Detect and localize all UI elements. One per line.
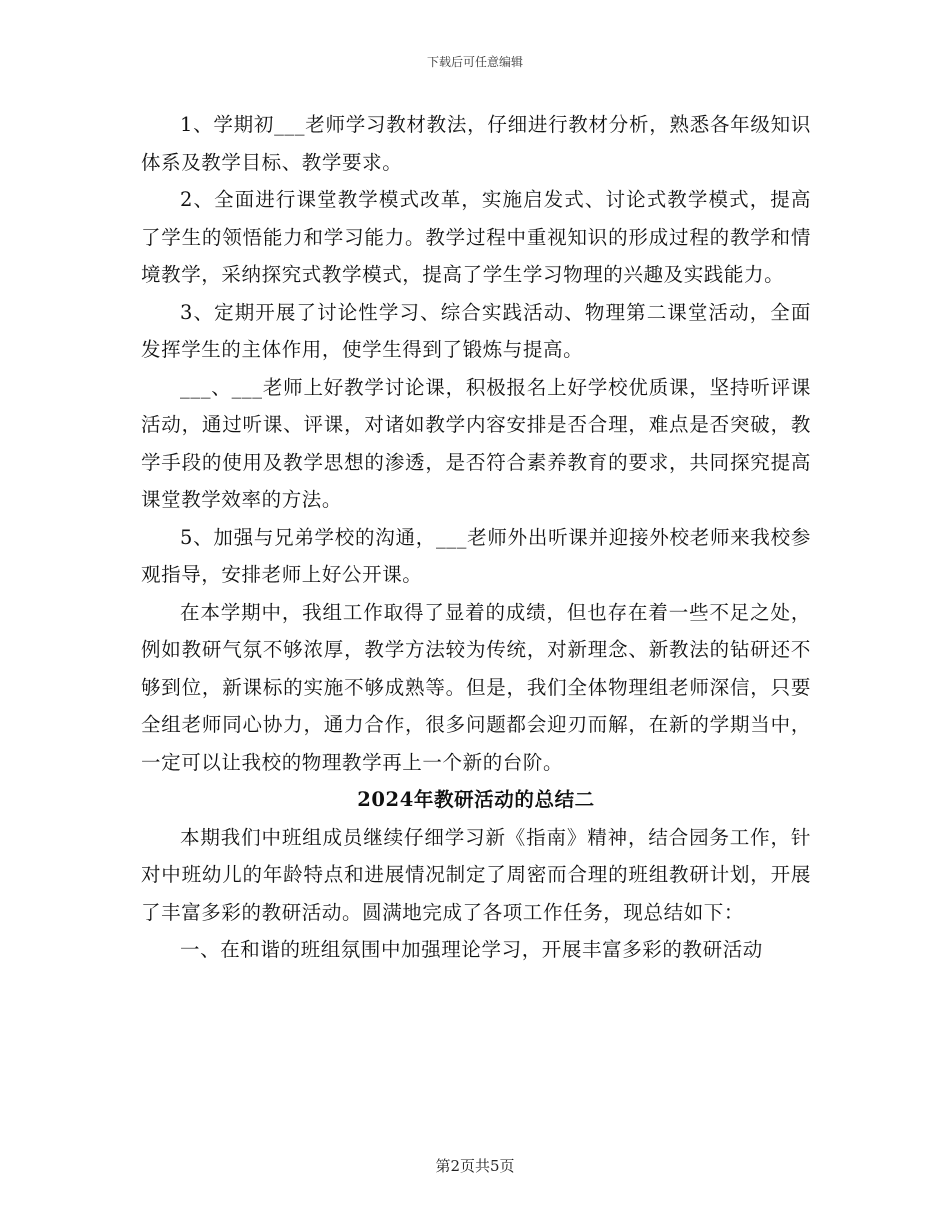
paragraph-4: ___、___老师上好教学讨论课，积极报名上好学校优质课，坚持听评课活动，通过听课、评课，对诸如教学内容安排是否合理，难点是否突破，教学手段的使用及教学思想的渗透，是否符合素养教育的要求，共同探究提高课堂教学效率的方法。 <box>141 375 811 511</box>
paragraph-1: 1、学期初___老师学习教材教法，仔细进行教材分析，熟悉各年级知识体系及教学目标、教学要求。 <box>141 113 811 174</box>
page-number: 第2页共5页 <box>435 1157 515 1175</box>
paragraph-3: 3、定期开展了讨论性学习、综合实践活动、物理第二课堂活动，全面发挥学生的主体作用，使学生得到了锻炼与提高。 <box>141 300 811 361</box>
section-heading-1: 一、在和谐的班组氛围中加强理论学习，开展丰富多彩的教研活动 <box>180 938 763 961</box>
section-title: 2024年教研活动的总结二 <box>357 788 595 811</box>
paragraph-summary: 在本学期中，我组工作取得了显着的成绩，但也存在着一些不足之处，例如教研气氛不够浓厚，教学方法较为传统，对新理念、新教法的钻研还不够到位，新课标的实施不够成熟等。但是，我们全体物理组老师深信，只要全组老师同心协力，通力合作，很多问题都会迎刃而解，在新的学期当中，一定可以让我校的物理教学再上一个新的台阶。 <box>141 600 811 774</box>
paragraph-2: 2、全面进行课堂教学模式改革，实施启发式、讨论式教学模式，提高了学生的领悟能力和学习能力。教学过程中重视知识的形成过程的教学和情境教学，采纳探究式教学模式，提高了学生学习物理的兴趣及实践能力。 <box>141 188 811 286</box>
document-body <box>141 106 811 969</box>
page-header: 下载后可任意编辑 <box>426 55 523 69</box>
section-intro: 本期我们中班组成员继续仔细学习新《指南》精神，结合园务工作，针对中班幼儿的年龄特点和进展情况制定了周密而合理的班组教研计划，开展了丰富多彩的教研活动。圆满地完成了各项工作任务，现总结如下： <box>141 825 811 924</box>
paragraph-5: 5、加强与兄弟学校的沟通，___老师外出听课并迎接外校老师来我校参观指导，安排老师上好公开课。 <box>141 525 811 586</box>
